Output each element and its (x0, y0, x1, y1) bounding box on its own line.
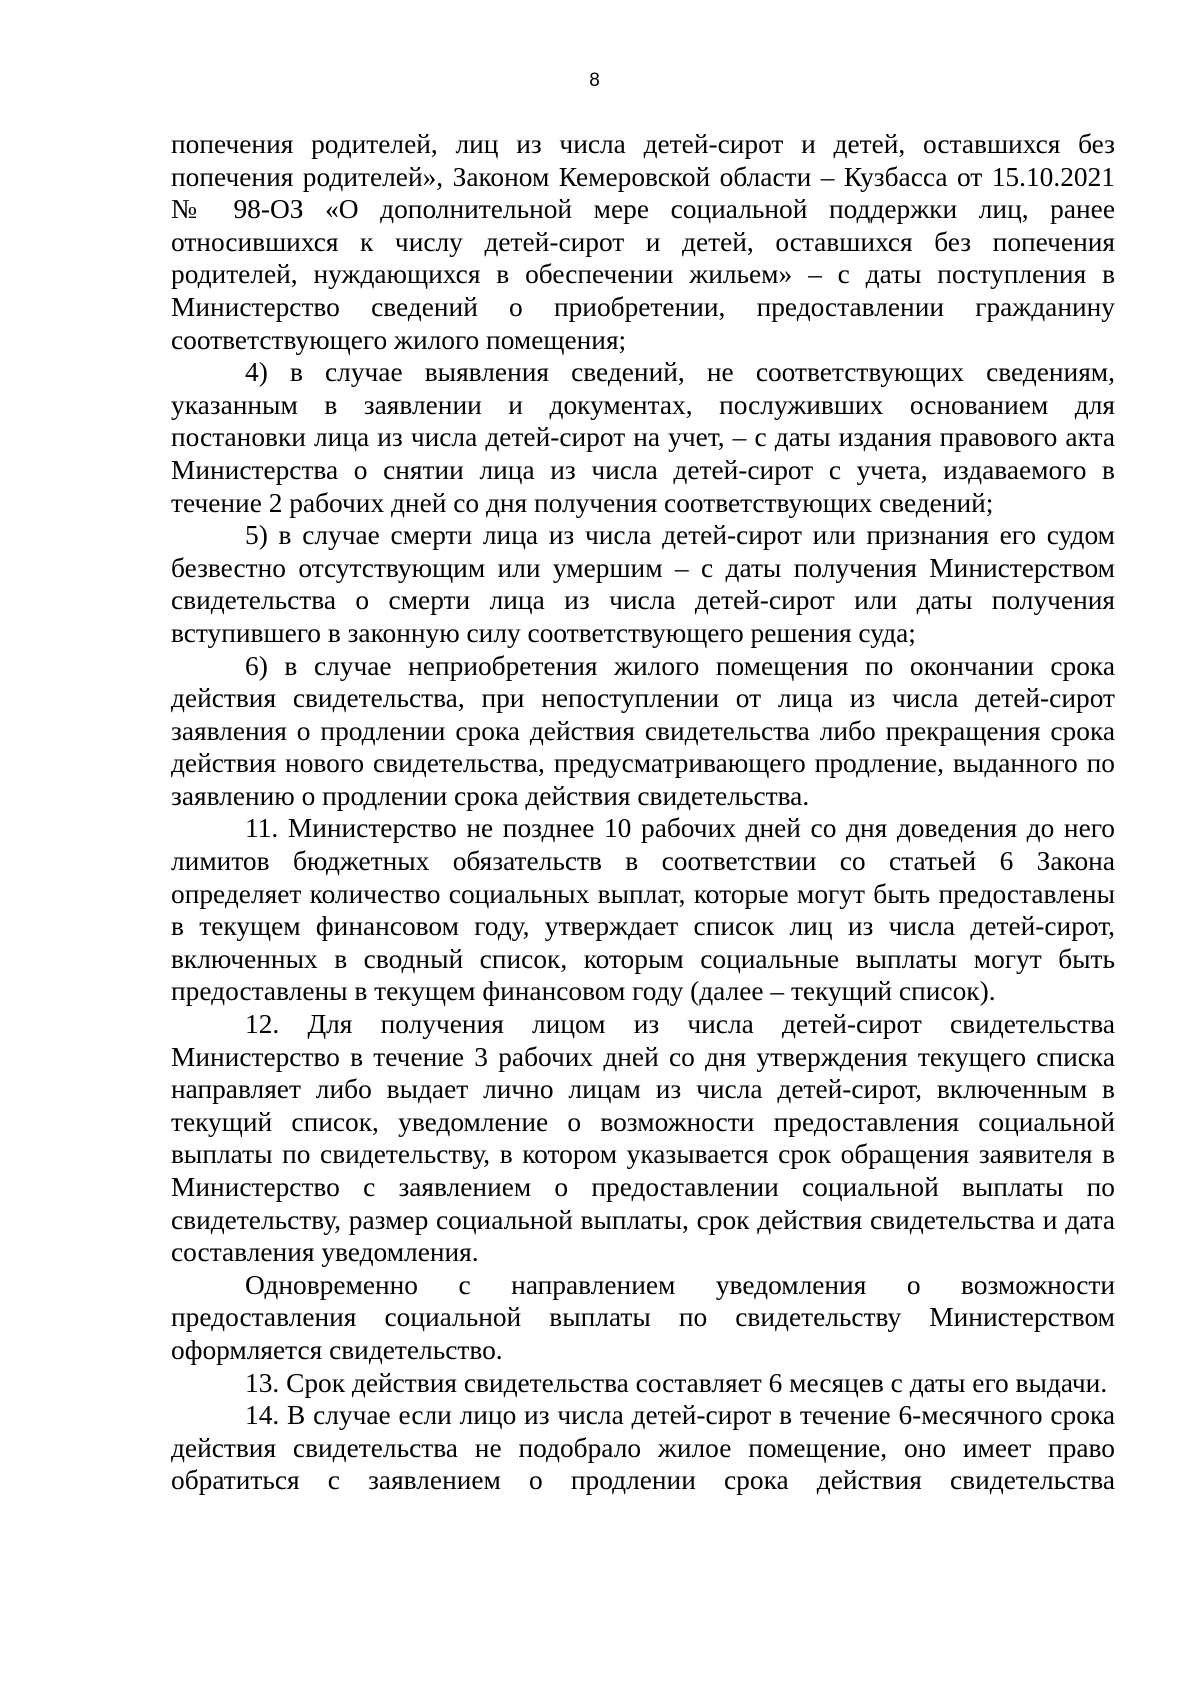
page-number: 8 (589, 70, 600, 91)
paragraph-clause-13: 13. Срок действия свидетельства составляет 6 месяцев с даты его выдачи. (245, 1367, 1108, 1398)
paragraph-item-4: 4) в случае выявления сведений, не соответствующих сведениям, указанным в заявлении и документах, послуживших основанием для постановки лица из числа детей-сирот на учет, – с даты издания правового акта Министерства о снятии лица из числа детей-сирот с учета, издаваемого в течение 2 рабочих дней со дня получения соответствующих сведений; (171, 357, 1115, 518)
paragraph-clause-12-continued: Одновременно с направлением уведомления о возможности предоставления социальной выплаты по свидетельству Министерством оформляется свидетельство. (171, 1269, 1115, 1365)
paragraph-clause-14: 14. В случае если лицо из числа детей-сирот в течение 6-месячного срока действия свидетельства не подобрало жилое помещение, оно имеет право обратиться с заявлением о продлении срока действия свидетельства (171, 1400, 1115, 1496)
document-body (171, 128, 1115, 1497)
paragraph-clause-11: 11. Министерство не позднее 10 рабочих дней со дня доведения до него лимитов бюджетных обязательств в соответствии со статьей 6 Закона определяет количество социальных выплат, которые могут быть предоставлены в текущем финансовом году, утверждает список лиц из числа детей-сирот, включенных в сводный список, которым социальные выплаты могут быть предоставлены в текущем финансовом году (далее – текущий список). (171, 813, 1115, 1007)
paragraph-item-5: 5) в случае смерти лица из числа детей-сирот или признания его судом безвестно отсутствующим или умершим – с даты получения Министерством свидетельства о смерти лица из числа детей-сирот или даты получения вступившего в законную силу соответствующего решения суда; (171, 520, 1115, 648)
paragraph-clause-12: 12. Для получения лицом из числа детей-сирот свидетельства Министерство в течение 3 рабочих дней со дня утверждения текущего списка направляет либо выдает лично лицам из числа детей-сирот, включенным в текущий список, уведомление о возможности предоставления социальной выплаты по свидетельству, в котором указывается срок обращения заявителя в Министерство с заявлением о предоставлении социальной выплаты по свидетельству, размер социальной выплаты, срок действия свидетельства и дата составления уведомления. (171, 1009, 1115, 1268)
paragraph-continuation: попечения родителей, лиц из числа детей-сирот и детей, оставшихся без попечения родителей», Законом Кемеровской области – Кузбасса от 15.10.2021 № 98-ОЗ «О дополнительной мере социальной поддержки лиц, ранее относившихся к числу детей-сирот и детей, оставшихся без попечения родителей, нуждающихся в обеспечении жильем» – с даты поступления в Министерство сведений о приобретении, предоставлении гражданину соответствующего жилого помещения; (171, 129, 1115, 355)
paragraph-item-6: 6) в случае неприобретения жилого помещения по окончании срока действия свидетельства, при непоступлении от лица из числа детей-сирот заявления о продлении срока действия свидетельства либо прекращения срока действия нового свидетельства, предусматривающего продление, выданного по заявлению о продлении срока действия свидетельства. (171, 650, 1115, 811)
